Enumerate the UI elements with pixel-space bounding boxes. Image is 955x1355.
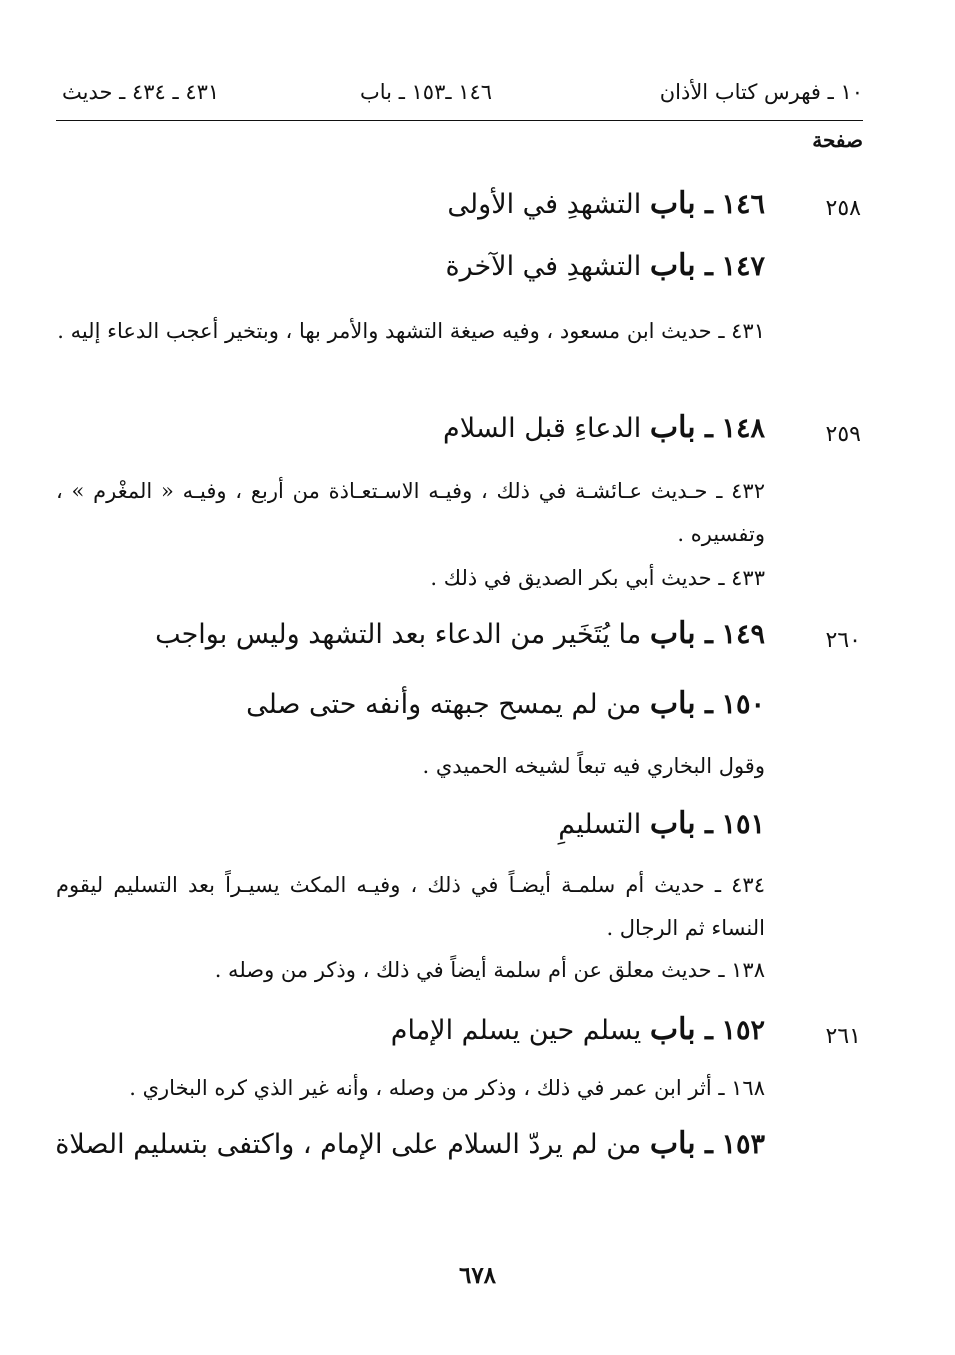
bab-word: باب bbox=[649, 410, 696, 445]
bab-153: ١٥٣ ـ باب من لم يردّ السلام على الإمام ، واكتفى بتسليم الصلاة bbox=[55, 1126, 765, 1161]
bab-149: ١٤٩ ـ باب ما يُتَخَير من الدعاء بعد التشهد وليس بواجب bbox=[155, 616, 765, 651]
bab-number: ١٤٩ bbox=[721, 619, 765, 650]
bab-146: ١٤٦ ـ باب التشهدِ في الأولى bbox=[447, 186, 765, 221]
running-head-hadith-range: ٤٣١ ـ ٤٣٤ ـ حديث bbox=[62, 80, 220, 104]
bab-148: ١٤٨ ـ باب الدعاءِ قبل السلام bbox=[443, 410, 765, 445]
running-head-bab-range: ١٤٦ ـ١٥٣ ـ باب bbox=[360, 80, 493, 104]
bab-title: يسلم حين يسلم الإمام bbox=[390, 1015, 642, 1046]
bab-number: ١٤٧ bbox=[721, 251, 765, 282]
page-ref-261: ٢٦١ bbox=[825, 1024, 861, 1049]
hadith-431: ٤٣١ ـ حديث ابن مسعود ، وفيه صيغة التشهد والأمر بها ، وبتخير أعجب الدعاء إليه . bbox=[57, 319, 765, 343]
bab-word: باب bbox=[649, 616, 696, 651]
page-ref-259: ٢٥٩ bbox=[825, 422, 861, 447]
bab-word: باب bbox=[649, 1126, 696, 1161]
bab-147: ١٤٧ ـ باب التشهدِ في الآخرة bbox=[445, 248, 765, 283]
bab-151: ١٥١ ـ باب التسليمِ bbox=[558, 806, 765, 841]
hadith-434: ٤٣٤ ـ حديث أم سلمـة أيضـاً في ذلك ، وفيـه المكث يسيـراً بعد التسليم ليقوم النساء ثم الرجال . bbox=[56, 873, 765, 940]
hadith-432: ٤٣٢ ـ حـديث عـائشـة في ذلك ، وفيـه الاسـتعـاذة من أربع ، وفيـه « المغْرم » ، وتفسيره . bbox=[56, 479, 765, 546]
hadith-433: ٤٣٣ ـ حديث أبي بكر الصديق في ذلك . bbox=[430, 566, 765, 590]
bab-word: باب bbox=[649, 1012, 696, 1047]
bab-number: ١٥٠ bbox=[721, 689, 765, 720]
page-ref-258: ٢٥٨ bbox=[825, 196, 861, 221]
bab-word: باب bbox=[649, 186, 696, 221]
bab-title: من لم يمسح جبهته وأنفه حتى صلى bbox=[246, 689, 642, 720]
bab-word: باب bbox=[649, 686, 696, 721]
bab-number: ١٥١ bbox=[721, 809, 765, 840]
bab-152: ١٥٢ ـ باب يسلم حين يسلم الإمام bbox=[390, 1012, 765, 1047]
page-ref-260: ٢٦٠ bbox=[825, 628, 861, 653]
bab-title: ما يُتَخَير من الدعاء بعد التشهد وليس بواجب bbox=[155, 619, 642, 650]
bab-number: ١٥٣ bbox=[721, 1129, 765, 1160]
bab-title: التشهدِ في الأولى bbox=[447, 189, 642, 220]
bab-number: ١٥٢ bbox=[721, 1015, 765, 1046]
header-rule bbox=[56, 120, 863, 121]
athar-168: ١٦٨ ـ أثر ابن عمر في ذلك ، وذكر من وصله ، وأنه غير الذي كره البخاري . bbox=[129, 1076, 765, 1100]
bab-word: باب bbox=[649, 806, 696, 841]
bukhari-note: وقول البخاري فيه تبعاً لشيخه الحميدي . bbox=[422, 754, 765, 778]
muallaq-138: ١٣٨ ـ حديث معلق عن أم سلمة أيضاً في ذلك ، وذكر من وصله . bbox=[214, 958, 765, 982]
bab-title: التسليمِ bbox=[558, 809, 642, 840]
bab-title: من لم يردّ السلام على الإمام ، واكتفى بتسليم الصلاة bbox=[55, 1129, 642, 1160]
bab-number: ١٤٨ bbox=[721, 413, 765, 444]
bab-word: باب bbox=[649, 248, 696, 283]
bab-title: التشهدِ في الآخرة bbox=[445, 251, 642, 282]
page-column-label: صفحة bbox=[812, 128, 863, 152]
running-head-chapter: ١٠ ـ فهرس كتاب الأذان bbox=[659, 80, 863, 104]
bab-number: ١٤٦ bbox=[721, 189, 765, 220]
bab-150: ١٥٠ ـ باب من لم يمسح جبهته وأنفه حتى صلى bbox=[246, 686, 765, 721]
page-number: ٦٧٨ bbox=[458, 1262, 497, 1289]
bab-title: الدعاءِ قبل السلام bbox=[443, 413, 642, 444]
